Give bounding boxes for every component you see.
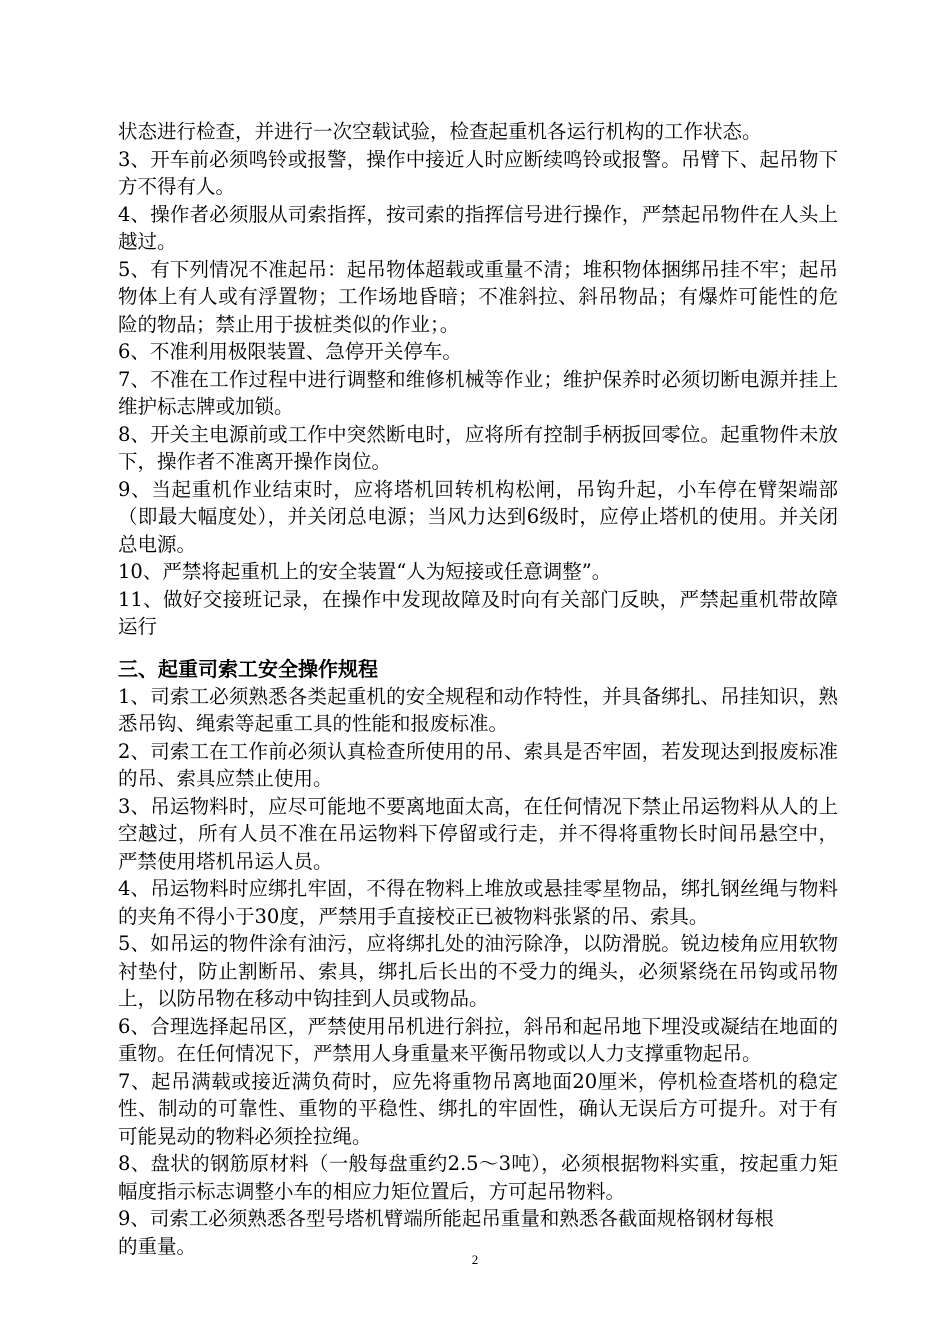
paragraph: 8、盘状的钢筋原材料（一般每盘重约2.5～3吨），必须根据物料实重，按起重力矩幅度指示标志调整小车的相应力矩位置后，方可起吊物料。 (118, 1152, 838, 1203)
section-two-continued (118, 118, 838, 641)
paragraph: 8、开关主电源前或工作中突然断电时，应将所有控制手柄扳回零位。起重物件未放下，操作者不准离开操作岗位。 (118, 422, 838, 473)
paragraph: 5、有下列情况不准起吊：起吊物体超载或重量不清；堆积物体捆绑吊挂不牢；起吊物体上有人或有浮置物；工作场地昏暗；不准斜拉、斜吊物品；有爆炸可能性的危险的物品；禁止用于拔桩类似的作业；。 (118, 257, 838, 336)
page-number: 2 (471, 1252, 479, 1267)
paragraph: 6、不准利用极限装置、急停开关停车。 (118, 340, 462, 363)
paragraph: 10、严禁将起重机上的安全装置“人为短接或任意调整”。 (118, 560, 612, 583)
paragraph: 6、合理选择起吊区，严禁使用吊机进行斜拉，斜吊和起吊地下埋没或凝结在地面的重物。在任何情况下，严禁用人身重量来平衡吊物或以人力支撑重物起吊。 (118, 1014, 838, 1065)
paragraph: 9、司索工必须熟悉各型号塔机臂端所能起吊重量和熟悉各截面规格钢材每根 (118, 1207, 774, 1230)
paragraph: 7、不准在工作过程中进行调整和维修机械等作业；维护保养时必须切断电源并挂上维护标志牌或加锁。 (118, 367, 838, 418)
paragraph: 5、如吊运的物件涂有油污，应将绑扎处的油污除净，以防滑脱。锐边棱角应用软物衬垫付，防止割断吊、索具，绑扎后长出的不受力的绳头，必须紧绕在吊钩或吊物上，以防吊物在移动中钩挂到人员或物品。 (118, 932, 838, 1010)
section-three (118, 655, 838, 1261)
paragraph: 4、操作者必须服从司索指挥，按司索的指挥信号进行操作，严禁起吊物件在人头上越过。 (118, 202, 838, 253)
document-page (118, 118, 838, 1260)
paragraph: 状态进行检查，并进行一次空载试验，检查起重机各运行机构的工作状态。 (118, 120, 762, 143)
paragraph: 7、起吊满载或接近满负荷时，应先将重物吊离地面20厘米，停机检查塔机的稳定性、制动的可靠性、重物的平稳性、绑扎的牢固性，确认无误后方可提升。对于有可能晃动的物料必须拴拉绳。 (118, 1069, 838, 1148)
paragraph: 3、开车前必须鸣铃或报警，操作中接近人时应断续鸣铃或报警。吊臂下、起吊物下方不得有人。 (118, 147, 838, 198)
paragraph: 3、吊运物料时，应尽可能地不要离地面太高，在任何情况下禁止吊运物料从人的上空越过，所有人员不准在吊运物料下停留或行走，并不得将重物长时间吊悬空中，严禁使用塔机吊运人员。 (118, 794, 838, 873)
paragraph: 9、当起重机作业结束时，应将塔机回转机构松闸，吊钩升起，小车停在臂架端部（即最大幅度处），并关闭总电源；当风力达到6级时，应停止塔机的使用。并关闭总电源。 (118, 477, 838, 556)
paragraph: 2、司索工在工作前必须认真检查所使用的吊、索具是否牢固，若发现达到报废标准的吊、索具应禁止使用。 (118, 739, 838, 790)
paragraph: 1、司索工必须熟悉各类起重机的安全规程和动作特性，并具备绑扎、吊挂知识，熟悉吊钩、绳索等起重工具的性能和报废标准。 (118, 684, 838, 735)
paragraph: 4、吊运物料时应绑扎牢固，不得在物料上堆放或悬挂零星物品，绑扎钢丝绳与物料的夹角不得小于30度，严禁用手直接校正已被物料张紧的吊、索具。 (118, 877, 838, 928)
paragraph: 11、做好交接班记录，在操作中发现故障及时向有关部门反映，严禁起重机带故障运行 (118, 587, 838, 638)
paragraph: 的重量。 (118, 1234, 197, 1258)
section-heading: 三、起重司索工安全操作规程 (118, 656, 378, 681)
